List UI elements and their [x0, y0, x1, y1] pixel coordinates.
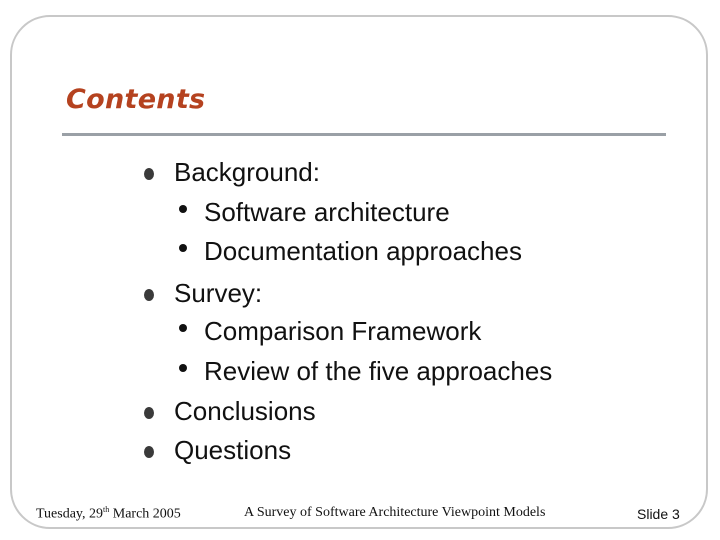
sub-bullet-icon [179, 205, 187, 213]
bullet-icon [144, 446, 154, 458]
bullet-item-conclusions: Conclusions [174, 396, 316, 426]
footer-date-suffix: th [103, 505, 110, 514]
subitem-comparison-framework [186, 316, 481, 346]
slide-title: Contents [66, 84, 206, 115]
bullet-item-survey: Survey: [174, 278, 263, 308]
slide-number: Slide 3 [637, 506, 680, 522]
subitem-label: Review of the five approaches [204, 356, 553, 386]
bullet-item-questions: Questions [174, 435, 292, 465]
bullet-icon [144, 168, 154, 180]
bullet-icon [144, 407, 154, 419]
bullet-item-background: Background: [174, 157, 320, 187]
subitem-documentation-approaches [186, 236, 522, 266]
sub-bullet-icon [179, 324, 187, 332]
footer-date-month: March 2005 [109, 506, 181, 522]
title-divider [62, 133, 666, 136]
subitem-label: Comparison Framework [204, 316, 482, 346]
subitem-review-approaches [186, 356, 552, 386]
sub-bullet-icon [179, 244, 187, 252]
footer-presentation-title: A Survey of Software Architecture Viewpoint Models [244, 505, 546, 520]
subitem-software-architecture [186, 197, 450, 227]
footer-date-day: Tuesday, 29 [36, 506, 104, 522]
sub-bullet-icon [179, 364, 187, 372]
subitem-label: Software architecture [204, 197, 450, 227]
bullet-icon [144, 289, 154, 301]
subitem-label: Documentation approaches [204, 236, 522, 266]
footer-date [36, 505, 181, 523]
